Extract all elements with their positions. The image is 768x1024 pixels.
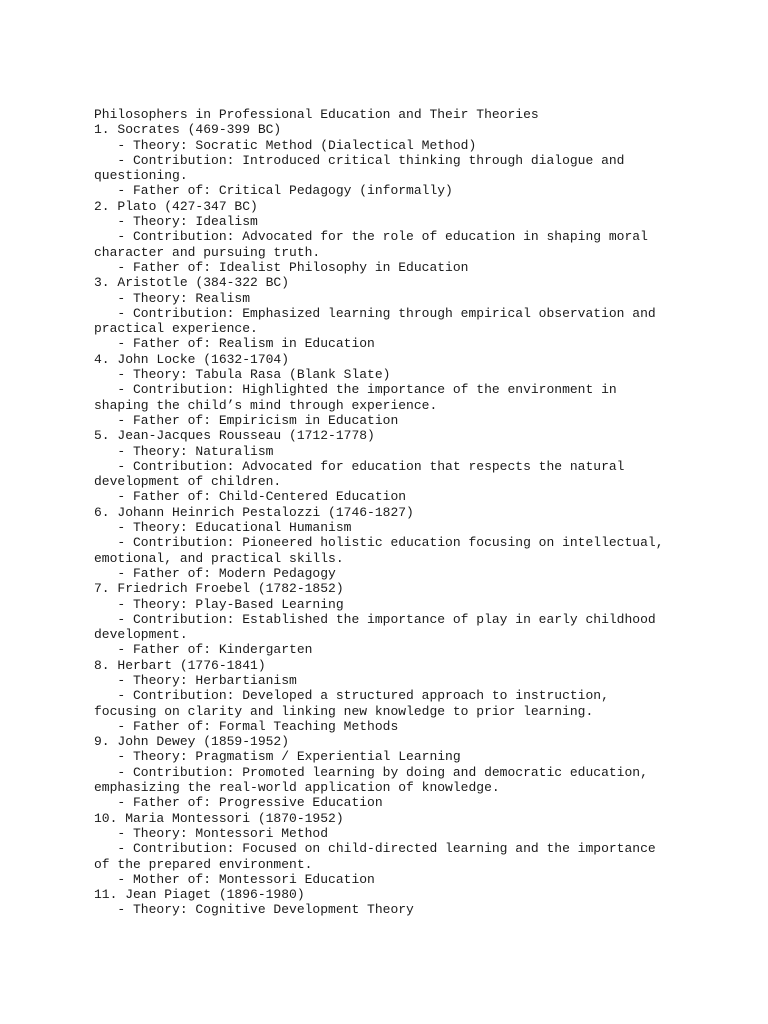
- text-line: 2. Plato (427-347 BC): [94, 198, 258, 214]
- text-line: - Theory: Educational Humanism: [94, 520, 352, 536]
- text-line: development.: [94, 627, 188, 643]
- text-line: - Father of: Child-Centered Education: [94, 489, 407, 505]
- text-line: 8. Herbart (1776-1841): [94, 657, 266, 673]
- text-line: 4. John Locke (1632-1704): [94, 351, 290, 367]
- text-line: - Theory: Socratic Method (Dialectical Method): [94, 137, 477, 153]
- text-line: 10. Maria Montessori (1870-1952): [94, 810, 344, 826]
- text-line: - Contribution: Introduced critical thinking through dialogue and: [94, 152, 625, 168]
- text-line: - Theory: Cognitive Development Theory: [94, 902, 414, 918]
- text-line: practical experience.: [94, 321, 258, 337]
- text-line: 5. Jean-Jacques Rousseau (1712-1778): [94, 428, 375, 444]
- text-line: - Theory: Naturalism: [94, 443, 274, 459]
- text-line: - Father of: Critical Pedagogy (informally): [94, 183, 453, 199]
- document-body: [94, 107, 694, 918]
- text-line: - Father of: Progressive Education: [94, 795, 383, 811]
- text-line: - Father of: Formal Teaching Methods: [94, 718, 399, 734]
- text-line: - Contribution: Established the importance of play in early childhood: [94, 611, 656, 627]
- text-line: 9. John Dewey (1859-1952): [94, 734, 290, 750]
- text-line: 7. Friedrich Froebel (1782-1852): [94, 581, 344, 597]
- text-line: - Theory: Tabula Rasa (Blank Slate): [94, 367, 391, 383]
- text-line: emotional, and practical skills.: [94, 550, 344, 566]
- text-line: - Theory: Realism: [94, 290, 251, 306]
- text-line: emphasizing the real-world application of knowledge.: [94, 780, 500, 796]
- text-line: - Contribution: Highlighted the importance of the environment in: [94, 382, 617, 398]
- text-line: - Father of: Idealist Philosophy in Education: [94, 259, 469, 275]
- text-line: shaping the child’s mind through experience.: [94, 397, 438, 413]
- text-line: - Father of: Modern Pedagogy: [94, 565, 336, 581]
- text-line: - Contribution: Developed a structured approach to instruction,: [94, 688, 609, 704]
- text-line: - Contribution: Pioneered holistic education focusing on intellectual,: [94, 535, 664, 551]
- document-title: Philosophers in Professional Education and Their Theories: [94, 107, 539, 122]
- text-line: - Theory: Idealism: [94, 214, 258, 230]
- text-line: 11. Jean Piaget (1896-1980): [94, 887, 305, 903]
- text-line: - Contribution: Emphasized learning through empirical observation and: [94, 305, 656, 321]
- text-line: 1. Socrates (469-399 BC): [94, 122, 282, 138]
- text-line: - Father of: Realism in Education: [94, 336, 375, 352]
- text-line: - Mother of: Montessori Education: [94, 871, 375, 887]
- text-line: 6. Johann Heinrich Pestalozzi (1746-1827): [94, 504, 414, 520]
- text-line: - Father of: Empiricism in Education: [94, 412, 399, 428]
- text-line: questioning.: [94, 168, 188, 184]
- text-line: focusing on clarity and linking new knowledge to prior learning.: [94, 703, 594, 719]
- text-line: - Father of: Kindergarten: [94, 642, 313, 658]
- text-line: - Contribution: Advocated for the role of education in shaping moral: [94, 229, 648, 245]
- text-line: - Theory: Herbartianism: [94, 672, 297, 688]
- text-line: development of children.: [94, 474, 282, 490]
- text-line: of the prepared environment.: [94, 856, 313, 872]
- text-line: - Contribution: Advocated for education that respects the natural: [94, 458, 625, 474]
- text-line: 3. Aristotle (384-322 BC): [94, 275, 290, 291]
- text-line: - Theory: Play-Based Learning: [94, 596, 344, 612]
- text-line: - Theory: Montessori Method: [94, 825, 329, 841]
- text-line: - Theory: Pragmatism / Experiential Learning: [94, 749, 461, 765]
- text-line: character and pursuing truth.: [94, 244, 321, 260]
- text-line: - Contribution: Promoted learning by doing and democratic education,: [94, 764, 648, 780]
- text-line: - Contribution: Focused on child-directed learning and the importance: [94, 841, 656, 857]
